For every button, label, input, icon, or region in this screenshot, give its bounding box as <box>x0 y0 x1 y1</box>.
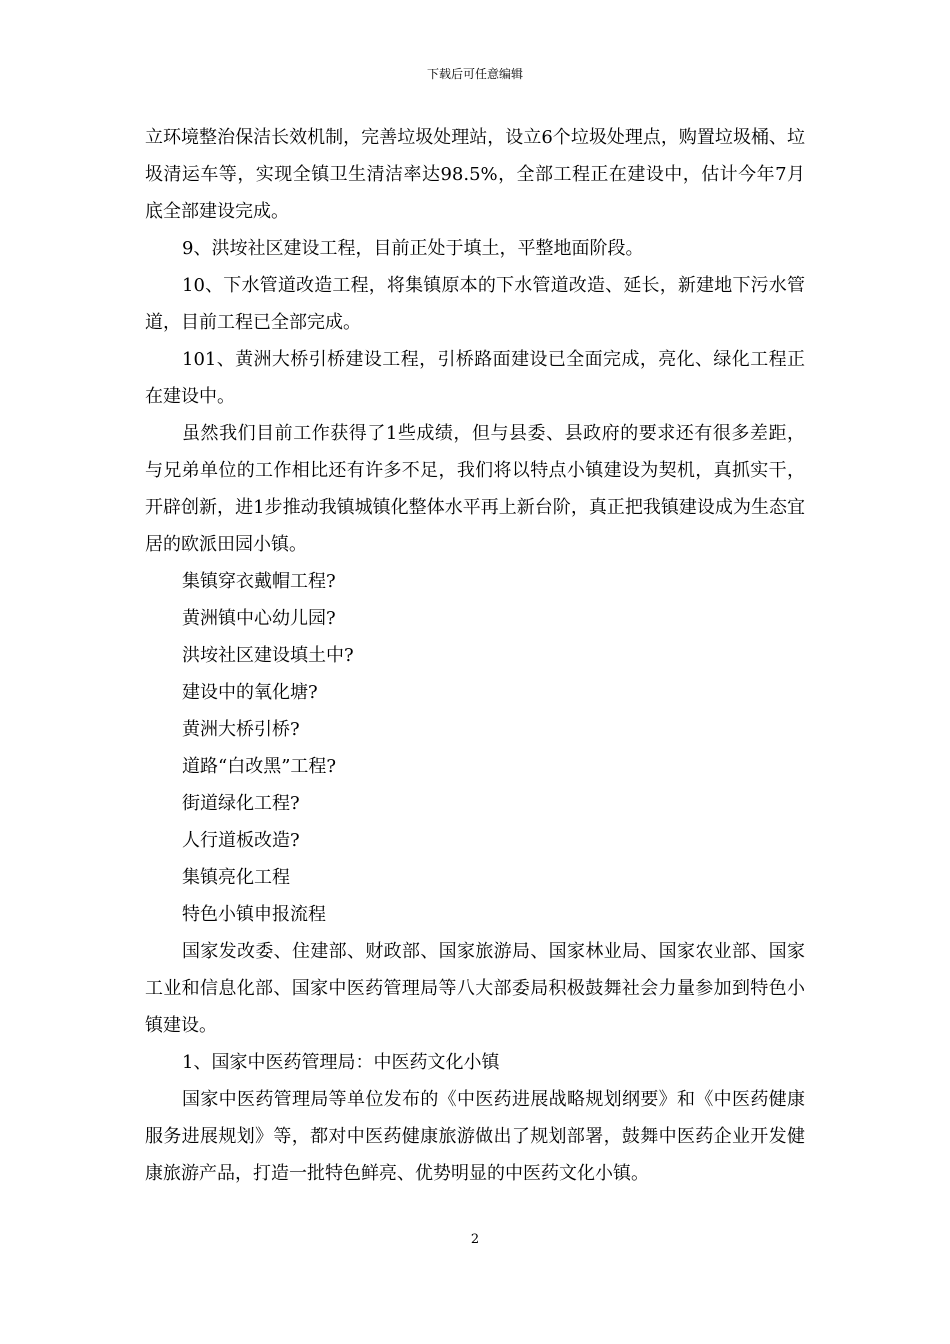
caption-item-1: 集镇穿衣戴帽工程? <box>182 571 336 592</box>
paragraph-7: 国家中医药管理局等单位发布的《中医药进展战略规划纲要》和《中医药健康服务进展规划》等，都对中医药健康旅游做出了规划部署，鼓舞中医药企业开发健康旅游产品，打造一批特色鲜亮、优势明显的中医药文化小镇。 <box>145 1089 805 1184</box>
paragraph-5: 虽然我们目前工作获得了1些成绩，但与县委、县政府的要求还有很多差距，与兄弟单位的工作相比还有许多不足，我们将以特点小镇建设为契机，真抓实干，开辟创新，进1步推动我镇城镇化整体水平再上新台阶，真正把我镇建设成为生态宜居的欧派田园小镇。 <box>145 423 805 555</box>
section-heading: 特色小镇申报流程 <box>182 904 326 925</box>
caption-item-8: 人行道板改造? <box>182 830 300 851</box>
page-header: 下载后可任意编辑 <box>426 67 523 81</box>
paragraph-4: 101、黄洲大桥引桥建设工程，引桥路面建设已全面完成，亮化、绿化工程正在建设中。 <box>145 349 805 407</box>
caption-item-5: 黄洲大桥引桥? <box>182 719 300 740</box>
caption-item-2: 黄洲镇中心幼儿园? <box>182 608 336 629</box>
caption-item-6: 道路“白改黑”工程? <box>182 756 337 777</box>
caption-item-3: 洪垵社区建设填土中? <box>182 645 354 666</box>
paragraph-2: 9、洪垵社区建设工程，目前正处于填土，平整地面阶段。 <box>182 238 644 259</box>
caption-item-7: 街道绿化工程? <box>182 793 300 814</box>
paragraph-6: 国家发改委、住建部、财政部、国家旅游局、国家林业局、国家农业部、国家工业和信息化部、国家中医药管理局等八大部委局积极鼓舞社会力量参加到特色小镇建设。 <box>145 941 805 1036</box>
caption-item-4: 建设中的氧化塘? <box>182 682 318 703</box>
paragraph-1: 立环境整治保洁长效机制，完善垃圾处理站，设立6个垃圾处理点，购置垃圾桶、垃圾清运车等，实现全镇卫生清洁率达98.5%，全部工程正在建设中，估计今年7月底全部建设完成。 <box>145 127 805 222</box>
list-item-1: 1、国家中医药管理局：中医药文化小镇 <box>182 1052 500 1073</box>
document-body <box>145 119 805 1192</box>
paragraph-3: 10、下水管道改造工程，将集镇原本的下水管道改造、延长，新建地下污水管道，目前工程已全部完成。 <box>145 275 805 333</box>
caption-item-9: 集镇亮化工程 <box>182 867 290 888</box>
page-number: 2 <box>470 1232 480 1247</box>
